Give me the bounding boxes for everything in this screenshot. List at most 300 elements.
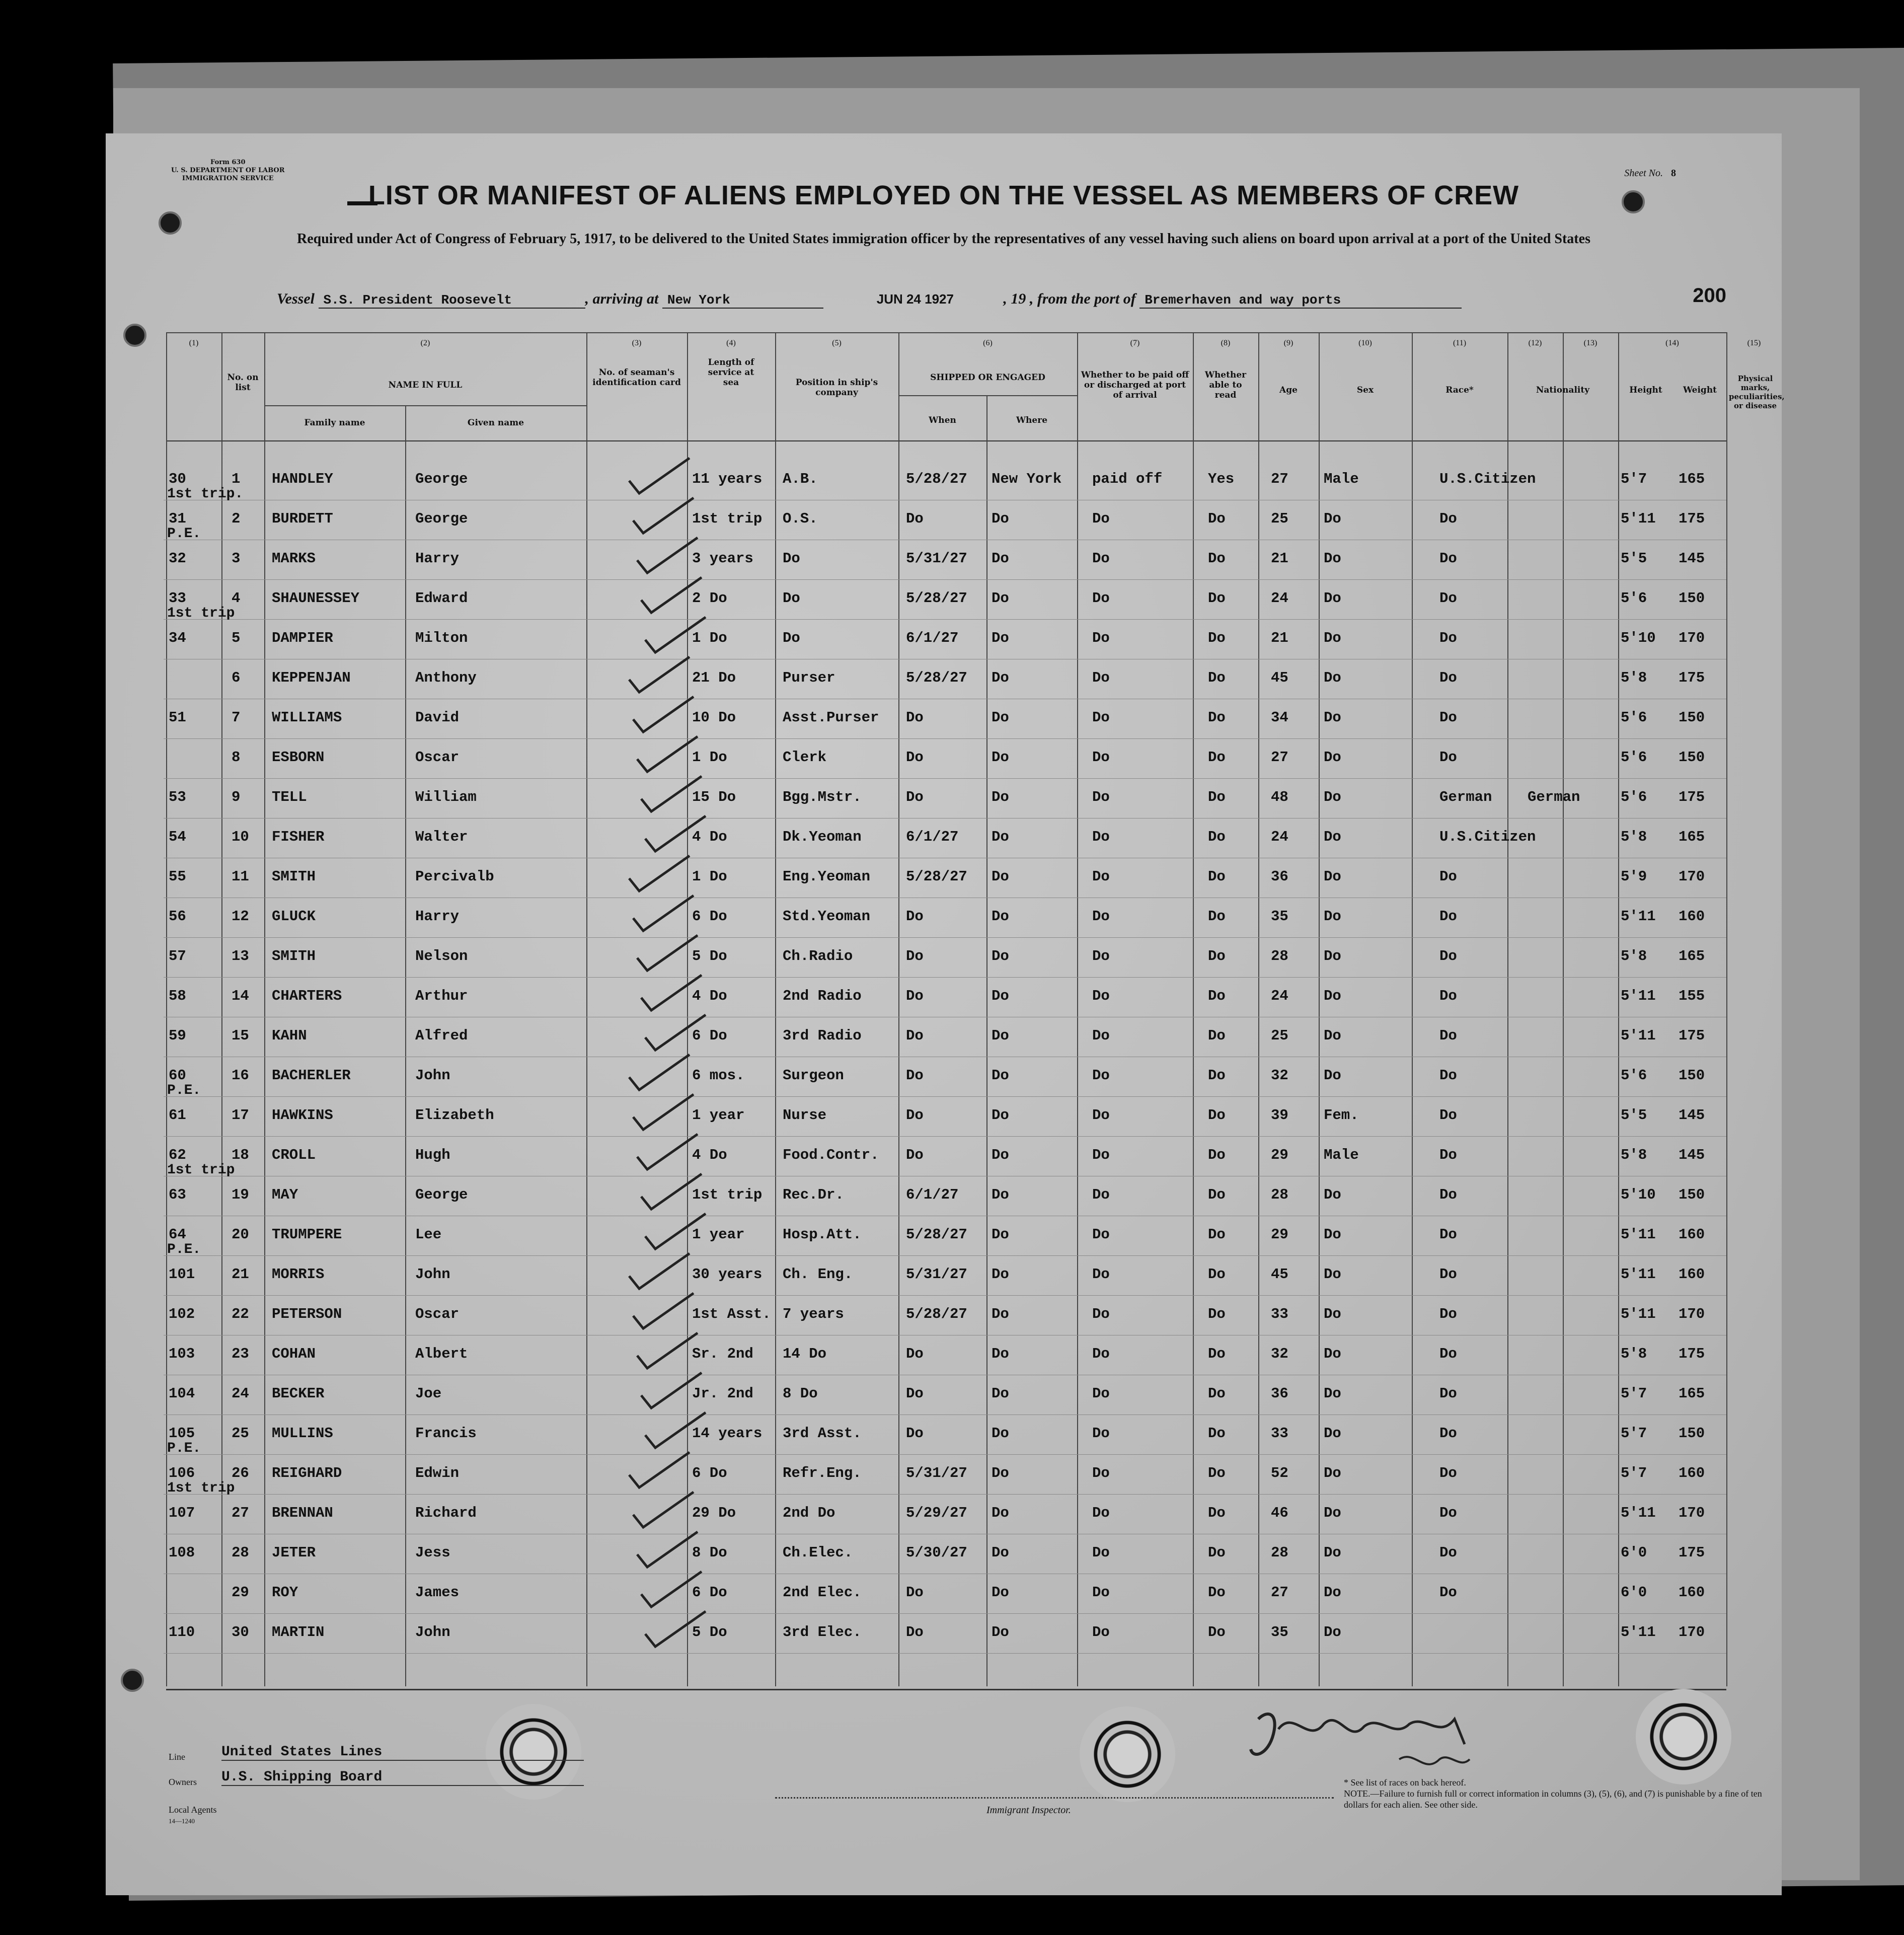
- shipped-where: New York: [992, 471, 1062, 487]
- row-number: 22: [232, 1306, 249, 1322]
- length-of-service: 6 Do: [692, 1584, 727, 1601]
- weight: 160: [1679, 1266, 1705, 1283]
- family-name: CHARTERS: [272, 988, 342, 1004]
- family-name: TRUMPERE: [272, 1226, 342, 1243]
- weight: 165: [1679, 829, 1705, 845]
- trip-note: 1st trip: [167, 1480, 235, 1496]
- family-name: MAY: [272, 1186, 298, 1203]
- able-to-read: Do: [1208, 590, 1226, 607]
- race: Do: [1439, 749, 1457, 766]
- table-row: [106, 1137, 1782, 1176]
- sex: Do: [1324, 550, 1341, 567]
- given-name: Edward: [415, 590, 468, 607]
- shipped-where: Do: [992, 1385, 1009, 1402]
- table-row: [106, 461, 1782, 500]
- shipped-when: Do: [906, 1027, 924, 1044]
- race: Do: [1439, 1107, 1457, 1124]
- check-mark-icon: [635, 1609, 716, 1654]
- header-position: Position in ship's company: [795, 378, 878, 398]
- height: 5'6: [1621, 590, 1647, 607]
- shipped-when: 5/28/27: [906, 669, 967, 686]
- column-number: (7): [1130, 339, 1140, 347]
- header-paid-off: Whether to be paid off or discharged at port of arrival: [1081, 370, 1189, 400]
- age: 33: [1271, 1425, 1288, 1442]
- shipped-where: Do: [992, 789, 1009, 805]
- sex: Do: [1324, 1584, 1341, 1601]
- paid-off: Do: [1092, 868, 1110, 885]
- length-of-service: 1 Do: [692, 749, 727, 766]
- race: Do: [1439, 590, 1457, 607]
- position: 2nd Elec.: [783, 1584, 862, 1601]
- list-left-number: 102: [169, 1306, 195, 1322]
- height: 5'7: [1621, 1425, 1647, 1442]
- race: Do: [1439, 1226, 1457, 1243]
- list-left-number: 55: [169, 868, 186, 885]
- shipped-where: Do: [992, 1346, 1009, 1362]
- age: 52: [1271, 1465, 1288, 1481]
- name-subheader-line: [264, 405, 586, 406]
- height: 6'0: [1621, 1584, 1647, 1601]
- table-row: [106, 526, 1782, 580]
- weight: 165: [1679, 1385, 1705, 1402]
- age: 24: [1271, 590, 1288, 607]
- paid-off: Do: [1092, 1186, 1110, 1203]
- able-to-read: Do: [1208, 1027, 1226, 1044]
- age: 36: [1271, 1385, 1288, 1402]
- check-mark-icon: [623, 893, 704, 938]
- list-left-number: 106: [169, 1465, 195, 1481]
- row-number: 2: [232, 510, 241, 527]
- family-name: KAHN: [272, 1027, 307, 1044]
- family-name: MARKS: [272, 550, 316, 567]
- length-of-service: 4 Do: [692, 988, 727, 1004]
- able-to-read: Do: [1208, 669, 1226, 686]
- trip-note: P.E.: [167, 1083, 201, 1098]
- weight: 170: [1679, 1624, 1705, 1641]
- shipped-when: Do: [906, 948, 924, 964]
- check-mark-icon: [623, 694, 704, 739]
- position: 2nd Do: [783, 1505, 835, 1521]
- sex: Do: [1324, 709, 1341, 726]
- given-name: Anthony: [415, 669, 477, 686]
- age: 28: [1271, 1544, 1288, 1561]
- row-number: 26: [232, 1465, 249, 1481]
- age: 35: [1271, 908, 1288, 925]
- able-to-read: Do: [1208, 1385, 1226, 1402]
- race: Do: [1439, 1306, 1457, 1322]
- family-name: CROLL: [272, 1147, 316, 1163]
- header-able-to-read: Whether able to read: [1204, 370, 1247, 400]
- table-row: [106, 818, 1782, 858]
- header-id-card: No. of seaman's identification card: [592, 367, 681, 388]
- list-left-number: 30: [169, 471, 186, 487]
- race: Do: [1439, 1186, 1457, 1203]
- paid-off: Do: [1092, 669, 1110, 686]
- race: Do: [1439, 630, 1457, 646]
- weight: 175: [1679, 1544, 1705, 1561]
- shipped-where: Do: [992, 1107, 1009, 1124]
- table-row: [106, 1296, 1782, 1335]
- weight: 150: [1679, 590, 1705, 607]
- table-row: [106, 1216, 1782, 1256]
- row-number: 10: [232, 829, 249, 845]
- race: Do: [1439, 1584, 1457, 1601]
- given-name: John: [415, 1266, 450, 1283]
- list-left-number: 108: [169, 1544, 195, 1561]
- family-name: MARTIN: [272, 1624, 325, 1641]
- length-of-service: 5 Do: [692, 1624, 727, 1641]
- age: 27: [1271, 471, 1288, 487]
- height: 5'6: [1621, 789, 1647, 805]
- age: 27: [1271, 1584, 1288, 1601]
- column-number: (11): [1453, 339, 1467, 347]
- trip-note: 1st trip.: [167, 486, 244, 502]
- table-row: [106, 938, 1782, 978]
- age: 21: [1271, 630, 1288, 646]
- able-to-read: Do: [1208, 1186, 1226, 1203]
- shipped-where: Do: [992, 590, 1009, 607]
- check-mark-icon: [619, 853, 700, 899]
- length-of-service: Sr. 2nd: [692, 1346, 753, 1362]
- position: Dk.Yeoman: [783, 829, 862, 845]
- position: 3rd Elec.: [783, 1624, 862, 1641]
- arrival-port: New York: [662, 292, 823, 309]
- check-mark-icon: [631, 575, 712, 620]
- race: U.S.Citizen: [1439, 471, 1536, 487]
- column-number: (2): [420, 339, 430, 347]
- shipped-where: Do: [992, 1226, 1009, 1243]
- table-row: [106, 606, 1782, 659]
- sex: Do: [1324, 1624, 1341, 1641]
- sex: Do: [1324, 1027, 1341, 1044]
- race: Do: [1439, 669, 1457, 686]
- weight: 160: [1679, 1584, 1705, 1601]
- row-number: 3: [232, 550, 241, 567]
- able-to-read: Do: [1208, 908, 1226, 925]
- shipped-when: Do: [906, 988, 924, 1004]
- sex: Do: [1324, 749, 1341, 766]
- length-of-service: 6 mos.: [692, 1067, 745, 1084]
- length-of-service: 6 Do: [692, 908, 727, 925]
- table-row: [106, 739, 1782, 779]
- age: 45: [1271, 1266, 1288, 1283]
- sex: Do: [1324, 590, 1341, 607]
- shipped-where: Do: [992, 630, 1009, 646]
- header-race: Race*: [1445, 385, 1474, 395]
- check-mark-icon: [619, 1052, 700, 1097]
- row-number: 23: [232, 1346, 249, 1362]
- height: 5'5: [1621, 1107, 1647, 1124]
- given-name: Walter: [415, 829, 468, 845]
- paid-off: Do: [1092, 1107, 1110, 1124]
- length-of-service: 30 years: [692, 1266, 763, 1283]
- table-row: [106, 1017, 1782, 1057]
- shipped-when: Do: [906, 1584, 924, 1601]
- list-left-number: 57: [169, 948, 186, 964]
- given-name: Oscar: [415, 1306, 460, 1322]
- table-row: [106, 779, 1782, 818]
- paid-off: Do: [1092, 1465, 1110, 1481]
- column-number: (15): [1747, 339, 1761, 347]
- able-to-read: Do: [1208, 630, 1226, 646]
- family-name: SMITH: [272, 868, 316, 885]
- race: Do: [1439, 1067, 1457, 1084]
- header-sex: Sex: [1356, 385, 1374, 395]
- shipped-when: 5/29/27: [906, 1505, 967, 1521]
- paid-off: Do: [1092, 1544, 1110, 1561]
- given-name: Nelson: [415, 948, 468, 964]
- trip-note: P.E.: [167, 1441, 201, 1456]
- position: Bgg.Mstr.: [783, 789, 862, 805]
- given-name: Lee: [415, 1226, 442, 1243]
- given-name: Elizabeth: [415, 1107, 494, 1124]
- check-mark-icon: [623, 1092, 704, 1137]
- table-row: [106, 1614, 1782, 1654]
- age: 28: [1271, 1186, 1288, 1203]
- column-number: (8): [1221, 339, 1231, 347]
- form-number: [171, 159, 285, 183]
- punch-hole: [121, 1669, 144, 1692]
- list-left-number: 58: [169, 988, 186, 1004]
- given-name: Jess: [415, 1544, 450, 1561]
- age: 34: [1271, 709, 1288, 726]
- form-service: IMMIGRATION SERVICE: [182, 175, 274, 182]
- weight: 150: [1679, 709, 1705, 726]
- height: 5'7: [1621, 1385, 1647, 1402]
- position: Nurse: [783, 1107, 827, 1124]
- column-number: (13): [1583, 339, 1597, 347]
- check-mark-icon: [631, 1171, 712, 1217]
- sex: Do: [1324, 1544, 1341, 1561]
- able-to-read: Do: [1208, 829, 1226, 845]
- check-mark-icon: [623, 1291, 704, 1336]
- row-number: 30: [232, 1624, 249, 1641]
- able-to-read: Do: [1208, 1465, 1226, 1481]
- column-number: (10): [1358, 339, 1372, 347]
- race: Do: [1439, 1465, 1457, 1481]
- length-of-service: 2 Do: [692, 590, 727, 607]
- paid-off: Do: [1092, 908, 1110, 925]
- paid-off: Do: [1092, 829, 1110, 845]
- age: 32: [1271, 1346, 1288, 1362]
- header-length-of-service: Length of service at sea: [708, 357, 754, 388]
- sex: Do: [1324, 1505, 1341, 1521]
- consulate-seal: [1080, 1706, 1175, 1802]
- given-name: Oscar: [415, 749, 460, 766]
- family-name: KEPPENJAN: [272, 669, 351, 686]
- length-of-service: 1 year: [692, 1226, 745, 1243]
- family-name: COHAN: [272, 1346, 316, 1362]
- able-to-read: Do: [1208, 1147, 1226, 1163]
- race: Do: [1439, 908, 1457, 925]
- able-to-read: Do: [1208, 1624, 1226, 1641]
- weight: 165: [1679, 948, 1705, 964]
- position: Food.Contr.: [783, 1147, 879, 1163]
- page-number: 200: [1693, 284, 1726, 307]
- row-number: 18: [232, 1147, 249, 1163]
- length-of-service: 11 years: [692, 471, 763, 487]
- able-to-read: Do: [1208, 709, 1226, 726]
- family-name: DAMPIER: [272, 630, 333, 646]
- header-bottom-border: [166, 440, 1726, 441]
- given-name: Harry: [415, 550, 460, 567]
- weight: 160: [1679, 1465, 1705, 1481]
- given-name: Francis: [415, 1425, 477, 1442]
- shipped-where: Do: [992, 1027, 1009, 1044]
- list-left-number: 34: [169, 630, 186, 646]
- shipped-where: Do: [992, 709, 1009, 726]
- weight: 150: [1679, 749, 1705, 766]
- height: 5'11: [1621, 1226, 1656, 1243]
- weight: 175: [1679, 1346, 1705, 1362]
- position: Ch.Elec.: [783, 1544, 853, 1561]
- shipped-where: Do: [992, 988, 1009, 1004]
- height: 5'11: [1621, 1624, 1656, 1641]
- given-name: William: [415, 789, 477, 805]
- paid-off: Do: [1092, 590, 1110, 607]
- sex: Do: [1324, 948, 1341, 964]
- position: Hosp.Att.: [783, 1226, 862, 1243]
- shipped-where: Do: [992, 908, 1009, 925]
- column-number: (14): [1665, 339, 1679, 347]
- paid-off: Do: [1092, 1147, 1110, 1163]
- height: 5'7: [1621, 471, 1647, 487]
- sex: Male: [1324, 471, 1359, 487]
- check-mark-icon: [635, 615, 716, 660]
- race: Do: [1439, 1544, 1457, 1561]
- table-row: [106, 580, 1782, 620]
- given-name: James: [415, 1584, 460, 1601]
- column-number: (9): [1283, 339, 1293, 347]
- sex: Do: [1324, 1186, 1341, 1203]
- table-top-border: [166, 332, 1726, 333]
- paid-off: Do: [1092, 1385, 1110, 1402]
- able-to-read: Do: [1208, 1107, 1226, 1124]
- age: 24: [1271, 988, 1288, 1004]
- able-to-read: Do: [1208, 1425, 1226, 1442]
- age: 29: [1271, 1147, 1288, 1163]
- able-to-read: Do: [1208, 510, 1226, 527]
- paid-off: Do: [1092, 550, 1110, 567]
- given-name: Arthur: [415, 988, 468, 1004]
- row-number: 7: [232, 709, 241, 726]
- local-agents-label: Local Agents: [169, 1805, 217, 1815]
- paid-off: Do: [1092, 510, 1110, 527]
- family-name: PETERSON: [272, 1306, 342, 1322]
- able-to-read: Do: [1208, 1226, 1226, 1243]
- row-number: 13: [232, 948, 249, 964]
- line-value: United States Lines: [221, 1744, 584, 1761]
- consulate-seal: [1636, 1689, 1731, 1784]
- header-where: Where: [1016, 415, 1048, 425]
- position: Do: [783, 590, 800, 607]
- sex: Do: [1324, 669, 1341, 686]
- arrival-date-stamp: JUN 24 1927: [876, 291, 954, 307]
- vessel-line: [277, 290, 1462, 309]
- shipped-when: Do: [906, 1385, 924, 1402]
- list-left-number: 56: [169, 908, 186, 925]
- owners-label: Owners: [169, 1777, 197, 1787]
- table-row: [106, 1162, 1782, 1216]
- height: 5'8: [1621, 829, 1647, 845]
- immigrant-inspector-label: Immigrant Inspector.: [986, 1805, 1071, 1816]
- sex: Male: [1324, 1147, 1359, 1163]
- list-left-number: 101: [169, 1266, 195, 1283]
- list-left-number: 62: [169, 1147, 186, 1163]
- shipped-when: Do: [906, 908, 924, 925]
- page-title: LIST OR MANIFEST OF ALIENS EMPLOYED ON THE VESSEL AS MEMBERS OF CREW: [368, 180, 1519, 210]
- check-mark-icon: [619, 456, 700, 501]
- race: Do: [1439, 948, 1457, 964]
- table-row: [106, 1415, 1782, 1455]
- paid-off: Do: [1092, 1306, 1110, 1322]
- departure-port: Bremerhaven and way ports: [1139, 292, 1462, 309]
- weight: 175: [1679, 789, 1705, 805]
- sex: Do: [1324, 1385, 1341, 1402]
- age: 28: [1271, 948, 1288, 964]
- age: 29: [1271, 1226, 1288, 1243]
- table-row: [106, 1441, 1782, 1495]
- header-when: When: [929, 415, 956, 425]
- punch-hole: [123, 324, 146, 347]
- form-number-text: Form 630: [210, 159, 246, 166]
- shipped-when: Do: [906, 1107, 924, 1124]
- sheet-number: [1624, 168, 1676, 179]
- list-left-number: 103: [169, 1346, 195, 1362]
- paid-off: Do: [1092, 709, 1110, 726]
- check-mark-icon: [623, 1490, 704, 1535]
- list-left-number: 54: [169, 829, 186, 845]
- paid-off: Do: [1092, 630, 1110, 646]
- header-height: Height: [1629, 385, 1662, 395]
- table-row: [106, 1083, 1782, 1137]
- given-name: Joe: [415, 1385, 442, 1402]
- race: Do: [1439, 709, 1457, 726]
- age: 46: [1271, 1505, 1288, 1521]
- position: O.S.: [783, 510, 818, 527]
- length-of-service: 4 Do: [692, 829, 727, 845]
- family-name: ROY: [272, 1584, 298, 1601]
- race: Do: [1439, 1425, 1457, 1442]
- age: 21: [1271, 550, 1288, 567]
- shipped-where: Do: [992, 1465, 1009, 1481]
- row-number: 5: [232, 630, 241, 646]
- header-weight: Weight: [1683, 385, 1717, 395]
- row-number: 9: [232, 789, 241, 805]
- family-name: HAWKINS: [272, 1107, 333, 1124]
- shipped-when: 6/1/27: [906, 1186, 959, 1203]
- position: Eng.Yeoman: [783, 868, 871, 885]
- shipped-when: 5/28/27: [906, 1306, 967, 1322]
- check-mark-icon: [619, 654, 700, 700]
- form-department: U. S. DEPARTMENT OF LABOR: [171, 167, 285, 174]
- race: Do: [1439, 868, 1457, 885]
- form-grid: [106, 133, 1785, 1895]
- list-left-number: 51: [169, 709, 186, 726]
- able-to-read: Do: [1208, 1584, 1226, 1601]
- age: 25: [1271, 510, 1288, 527]
- length-of-service: 1st trip: [692, 510, 763, 527]
- height: 5'10: [1621, 630, 1656, 646]
- table-row: [106, 978, 1782, 1017]
- list-left-number: 110: [169, 1624, 195, 1641]
- row-number: 8: [232, 749, 241, 766]
- sex: Do: [1324, 510, 1341, 527]
- position: Asst.Purser: [783, 709, 879, 726]
- position: Do: [783, 550, 800, 567]
- family-name: FISHER: [272, 829, 325, 845]
- shipped-when: 6/1/27: [906, 829, 959, 845]
